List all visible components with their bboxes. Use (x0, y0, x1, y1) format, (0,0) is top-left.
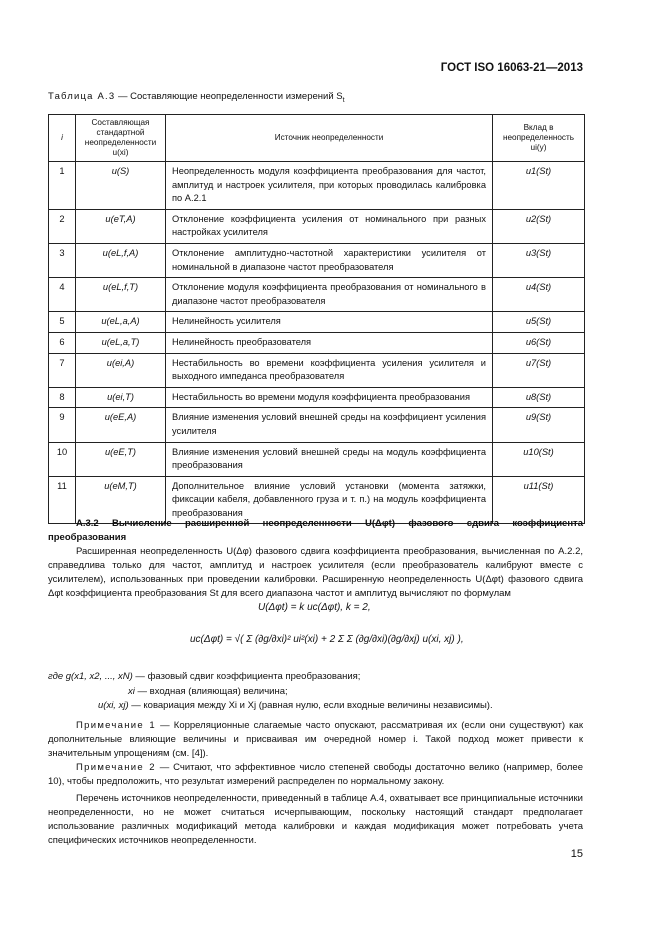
section-a32 (48, 517, 583, 601)
header-contribution: Вклад в неопределенность ui(y) (493, 115, 585, 162)
row-component: u(ei,A) (76, 353, 166, 387)
table-row (49, 353, 585, 387)
legend-line-3 (98, 700, 493, 711)
header-i: i (49, 115, 76, 162)
row-contribution: u2(St) (493, 209, 585, 243)
legend-desc: — входная (влияющая) величина; (134, 686, 288, 697)
caption-text: — Составляющие неопределенности измерений S (115, 91, 343, 102)
table-header-row (49, 115, 585, 162)
row-component: u(eM,T) (76, 476, 166, 524)
row-index: 7 (49, 353, 76, 387)
row-contribution: u1(St) (493, 162, 585, 210)
table-row (49, 162, 585, 210)
caption-label: Таблица А.3 (48, 91, 116, 102)
uncertainty-table (48, 114, 585, 524)
row-contribution: u11(St) (493, 476, 585, 524)
document-id: ГОСТ ISO 16063-21—2013 (440, 62, 583, 74)
note-label: Примечание 2 (76, 762, 156, 773)
formula-rhs: √( Σ (∂g/∂xi)² ui²(xi) + 2 Σ Σ (∂g/∂xi)(∂g/∂xj) u(xi, xj) ), (234, 634, 464, 645)
row-component: u(eL,f,A) (76, 243, 166, 277)
row-index: 4 (49, 278, 76, 312)
row-source: Отклонение модуля коэффициента преобразования от номинального в диапазоне частот преобразователя (166, 278, 493, 312)
row-source: Нестабильность во времени коэффициента усиления усилителя и выходного импеданса преобразователя (166, 353, 493, 387)
row-index: 2 (49, 209, 76, 243)
section-heading: А.3.2 Вычисление расширенной неопределенности U(Δφt) фазового сдвига коэффициента преобразования (48, 518, 583, 543)
row-index: 1 (49, 162, 76, 210)
row-source: Влияние изменения условий внешней среды на модуль коэффициента преобразования (166, 442, 493, 476)
row-contribution: u3(St) (493, 243, 585, 277)
row-source: Неопределенность модуля коэффициента преобразования для частот, амплитуд и настроек усилителя, при которых проводилась калибровка по А.2.1 (166, 162, 493, 210)
row-source: Влияние изменения условий внешней среды на коэффициент усиления усилителя (166, 408, 493, 442)
note-text: — Считают, что эффективное число степеней свободы достаточно велико (например, более 10), чтобы предположить, что результат измерений распределен по нормальному закону. (48, 762, 583, 787)
row-component: u(eE,T) (76, 442, 166, 476)
closing-text: Перечень источников неопределенности, приведенный в таблице А.4, охватывает все принципиальные источники неопределенности, но не может считаться исчерпывающим, поскольку настоящий стандарт предполагает использование различных модификаций метода калибровки и каждая модификация может потребовать учета специфических источников неопределенности. (48, 793, 583, 846)
row-contribution: u4(St) (493, 278, 585, 312)
legend-desc: — ковариация между Xi и Xj (равная нулю, если входные величины независимы). (128, 700, 493, 711)
formula-lhs: uc(Δφt) = (190, 634, 232, 645)
row-contribution: u8(St) (493, 387, 585, 408)
row-contribution: u6(St) (493, 332, 585, 353)
header-component: Составляющая стандартной неопределенности u(xi) (76, 115, 166, 162)
section-paragraph: Расширенная неопределенность U(Δφ) фазового сдвига коэффициента преобразования, вычисленная по А.2.2, справедлива только для частот, амплитуд и настроек усилителя (если преобразователь калибруют вместе с усилителем), использованных при проведении калибровки. Расширенную неопределенность U(Δφt) фазового сдвига Δφt коэффициента преобразования St для всего диапазона частот и амплитуд вычисляют по формулам (48, 546, 583, 599)
row-component: u(eL,a,T) (76, 332, 166, 353)
page-number: 15 (570, 848, 583, 860)
row-source: Отклонение амплитудно-частотной характеристики усилителя от номинальной в диапазоне частот преобразователя (166, 243, 493, 277)
row-component: u(eT,A) (76, 209, 166, 243)
row-component: u(eE,A) (76, 408, 166, 442)
closing-paragraph (48, 792, 583, 848)
legend-line-1 (48, 671, 360, 682)
row-index: 8 (49, 387, 76, 408)
row-component: u(ei,T) (76, 387, 166, 408)
table-row (49, 387, 585, 408)
legend-symbol: u(xi, xj) (98, 700, 129, 711)
formula-expanded-uncertainty: U(Δφt) = k uc(Δφt), k = 2, (258, 602, 371, 613)
row-index: 9 (49, 408, 76, 442)
note-text: — Корреляционные слагаемые часто опускают, рассматривая их (если они существуют) как дополнительные влияющие величины и присваивая им очередной номер i. Такой подход может привести к значительным упрощениям (см. [4]). (48, 720, 583, 759)
row-source: Нелинейность усилителя (166, 312, 493, 333)
row-component: u(eL,a,A) (76, 312, 166, 333)
legend-line-2 (128, 686, 288, 697)
row-index: 11 (49, 476, 76, 524)
row-index: 6 (49, 332, 76, 353)
note-label: Примечание 1 (76, 720, 157, 731)
row-contribution: u9(St) (493, 408, 585, 442)
row-source: Отклонение коэффициента усиления от номинального при разных настройках усилителя (166, 209, 493, 243)
note-2 (48, 761, 583, 789)
row-contribution: u7(St) (493, 353, 585, 387)
legend-desc: — фазовый сдвиг коэффициента преобразования; (132, 671, 361, 682)
row-source: Нелинейность преобразователя (166, 332, 493, 353)
row-index: 10 (49, 442, 76, 476)
table-row (49, 312, 585, 333)
table-row (49, 278, 585, 312)
row-component: u(eL,f,T) (76, 278, 166, 312)
row-index: 5 (49, 312, 76, 333)
table-row (49, 442, 585, 476)
table-caption (48, 91, 345, 104)
row-component: u(S) (76, 162, 166, 210)
caption-sub: t (342, 96, 345, 104)
table-row (49, 243, 585, 277)
table-row (49, 408, 585, 442)
table-row (49, 332, 585, 353)
formula-combined-uncertainty (190, 634, 464, 645)
row-source: Дополнительное влияние условий установки (момента затяжки, фиксации кабеля, добавленного груза и т. п.) на модуль коэффициента преобразования (166, 476, 493, 524)
legend-symbol: где g(x1, x2, ..., xN) (48, 671, 133, 682)
row-contribution: u5(St) (493, 312, 585, 333)
table-row (49, 209, 585, 243)
legend-symbol: xi (128, 686, 135, 697)
header-source: Источник неопределенности (166, 115, 493, 162)
row-contribution: u10(St) (493, 442, 585, 476)
row-source: Нестабильность во времени модуля коэффициента преобразования (166, 387, 493, 408)
row-index: 3 (49, 243, 76, 277)
note-1 (48, 719, 583, 761)
